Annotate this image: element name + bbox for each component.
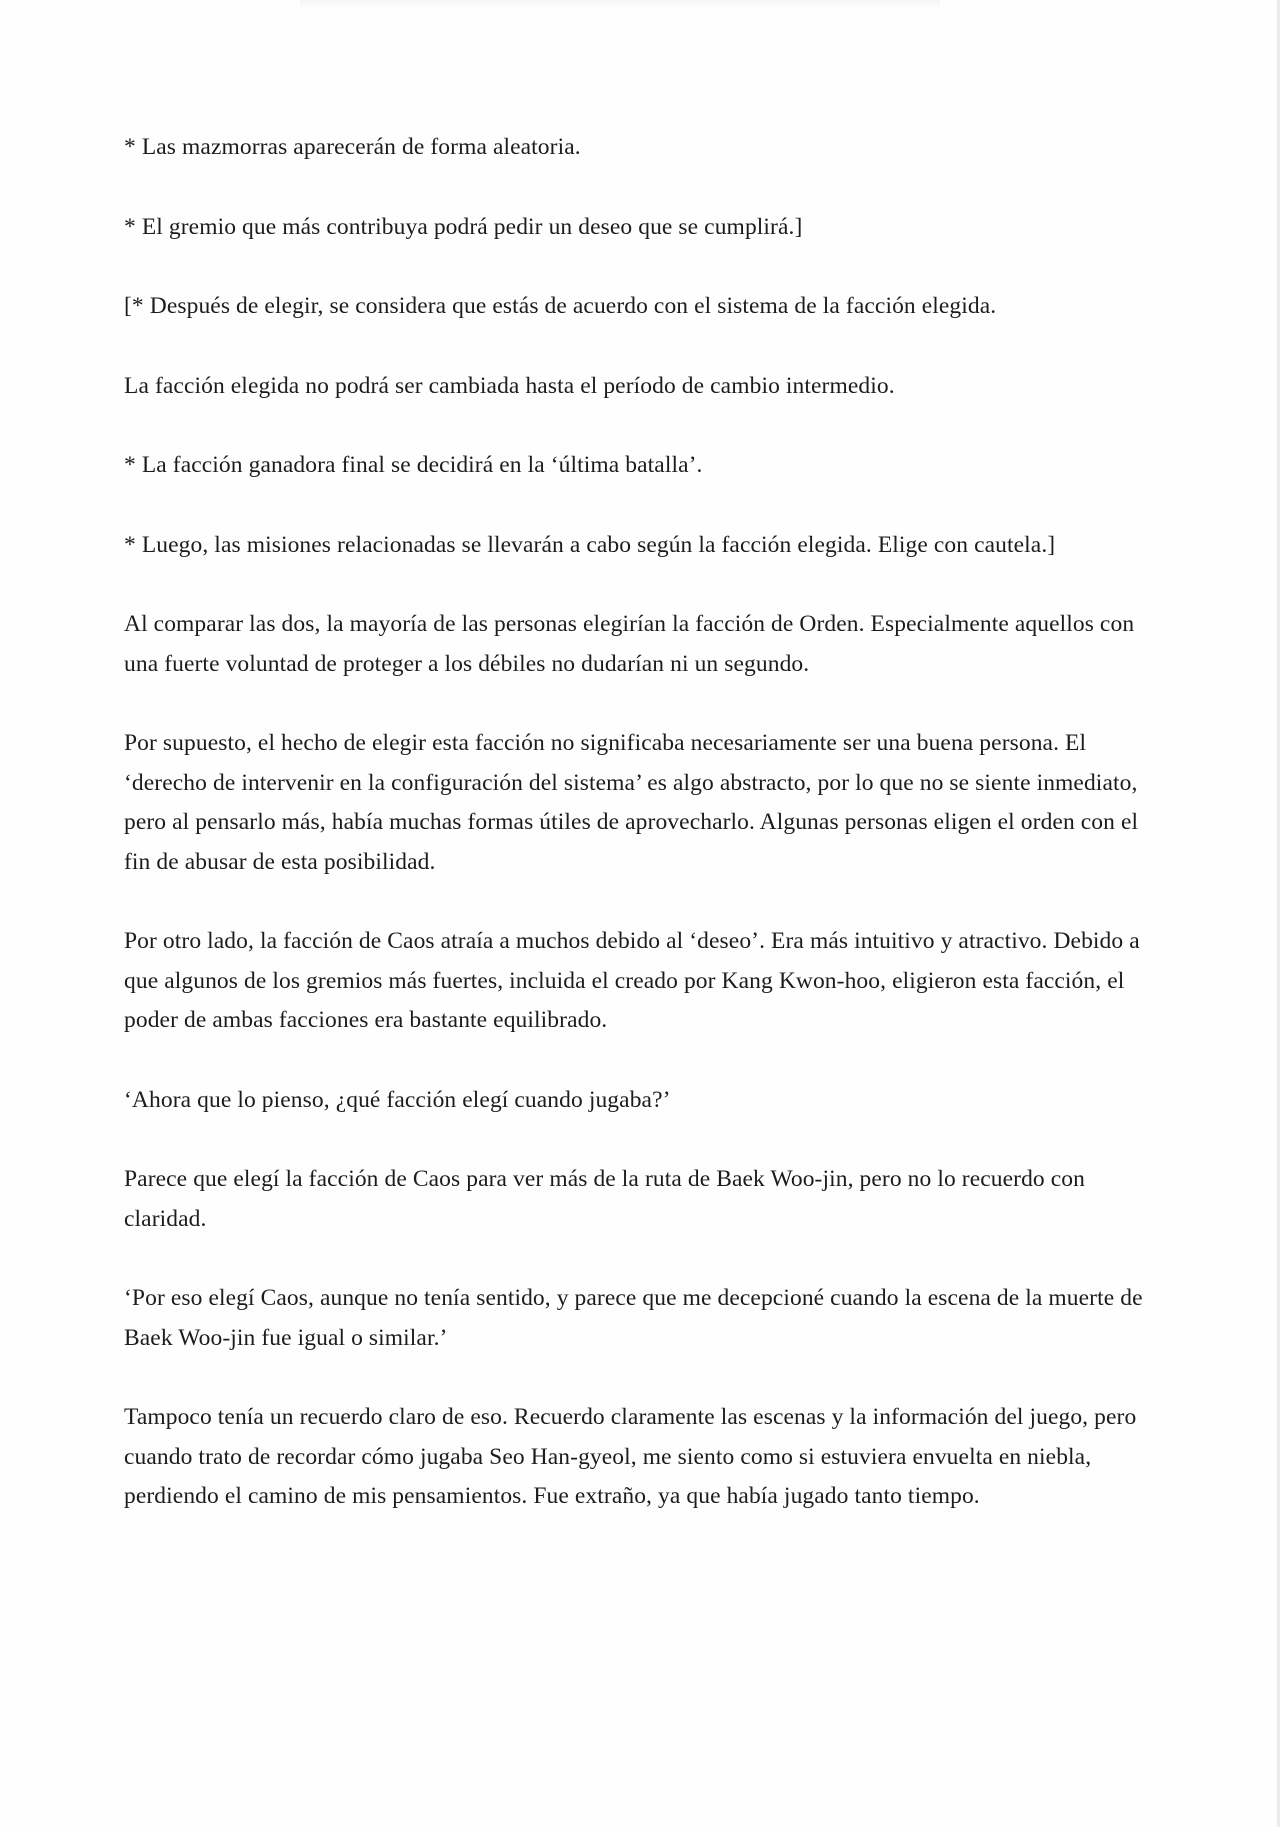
paragraph: Al comparar las dos, la mayoría de las personas elegirían la facción de Orden. Especialmente aquellos con una fuerte voluntad de proteger a los débiles no dudarían ni un segundo. [124,611,1135,677]
paragraph: * La facción ganadora final se decidirá en la ‘última batalla’. [124,452,703,478]
paragraph: [* Después de elegir, se considera que estás de acuerdo con el sistema de la facción elegida. [124,293,997,319]
top-shadow [300,0,940,10]
document-page [124,128,1154,1557]
paragraph: Por otro lado, la facción de Caos atraía a muchos debido al ‘deseo’. Era más intuitivo y atractivo. Debido a que algunos de los gremios más fuertes, incluida el creado por Kang Kwon-hoo, eligieron esta facción, el poder de ambas facciones era bastante equilibrado. [124,928,1140,1033]
paragraph: Por supuesto, el hecho de elegir esta facción no significaba necesariamente ser una buena persona. El ‘derecho de intervenir en la configuración del sistema’ es algo abstracto, por lo que no se siente inmediato, pero al pensarlo más, había muchas formas útiles de aprovecharlo. Algunas personas eligen el orden con el fin de abusar de esta posibilidad. [124,730,1139,875]
paragraph: ‘Por eso elegí Caos, aunque no tenía sentido, y parece que me decepcioné cuando la escena de la muerte de Baek Woo-jin fue igual o similar.’ [124,1285,1143,1351]
paragraph: Tampoco tenía un recuerdo claro de eso. Recuerdo claramente las escenas y la información del juego, pero cuando trato de recordar cómo jugaba Seo Han-gyeol, me siento como si estuviera envuelta en niebla, perdiendo el camino de mis pensamientos. Fue extraño, ya que había jugado tanto tiempo. [124,1404,1137,1509]
paragraph: * Las mazmorras aparecerán de forma aleatoria. [124,134,581,160]
paragraph: * Luego, las misiones relacionadas se llevarán a cabo según la facción elegida. Elige con cautela.] [124,531,1056,558]
paragraph: La facción elegida no podrá ser cambiada hasta el período de cambio intermedio. [124,372,895,399]
paragraph: Parece que elegí la facción de Caos para ver más de la ruta de Baek Woo-jin, pero no lo recuerdo con claridad. [124,1166,1085,1232]
paragraph: ‘Ahora que lo pienso, ¿qué facción elegí cuando jugaba?’ [124,1086,671,1113]
paragraph: * El gremio que más contribuya podrá pedir un deseo que se cumplirá.] [124,213,803,240]
